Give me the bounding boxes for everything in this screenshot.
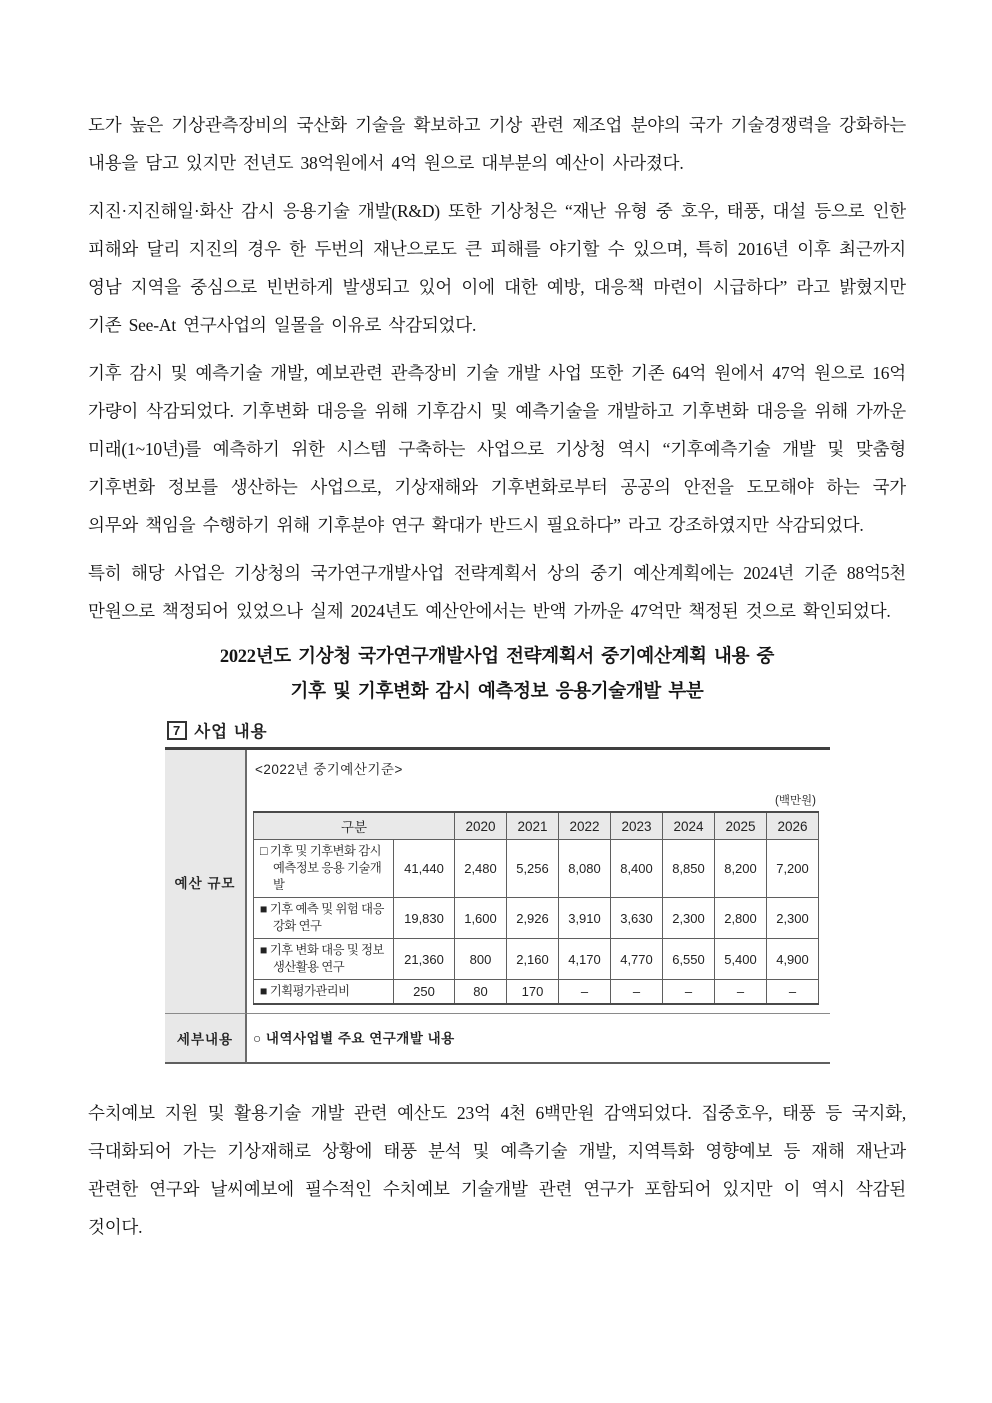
value-cell: 2,480 bbox=[455, 840, 507, 898]
figure-heading-line2: 기후 및 기후변화 감시 예측정보 응용기술개발 부분 bbox=[290, 682, 704, 702]
paragraph-1: 도가 높은 기상관측장비의 국산화 기술을 확보하고 기상 관련 제조업 분야의 국가 기술경쟁력을 강화하는 내용을 담고 있지만 전년도 38억원에서 4억 원으로 대부분의 예산이 사라졌다. bbox=[88, 115, 906, 173]
value-cell: 3,630 bbox=[611, 898, 663, 939]
table-row-program bbox=[254, 840, 819, 898]
detail-note: ○ 내역사업별 주요 연구개발 내용 bbox=[253, 1031, 455, 1046]
paragraph-3: 기후 감시 및 예측기술 개발, 예보관련 관측장비 기술 개발 사업 또한 기존 64억 원에서 47억 원으로 16억 가량이 삭감되었다. 기후변화 대응을 위해 기후감시 및 예측기술을 개발하고 기후변화 대응을 위해 가까운 미래(1~10년)를 예측하기 위한 시스템 구축하는 사업으로 기상청 역시 “기후예측기술 개발 및 맞춤형 기후변화 정보를 생산하는 사업으로, 기상재해와 기후변화로부터 공공의 안전을 도모해야 하는 국가 의무와 책임을 수행하기 위해 기후분야 연구 확대가 반드시 필요하다” 라고 강조하였지만 삭감되었다. bbox=[88, 363, 906, 535]
row-label: ■ 기후 변화 대응 및 정보 생산활용 연구 bbox=[254, 939, 394, 980]
budget-main-cell bbox=[247, 750, 830, 1014]
table-row-sub1 bbox=[254, 898, 819, 939]
table-row-sub2 bbox=[254, 939, 819, 980]
value-cell: 7,200 bbox=[767, 840, 819, 898]
section-number-box: 7 bbox=[167, 721, 187, 740]
col-header-year-2020: 2020 bbox=[455, 812, 507, 840]
col-header-year-2024: 2024 bbox=[663, 812, 715, 840]
col-header-year-2022: 2022 bbox=[559, 812, 611, 840]
value-cell: – bbox=[715, 980, 767, 1005]
value-cell: 2,300 bbox=[767, 898, 819, 939]
figure-grid bbox=[165, 750, 830, 1064]
budget-table bbox=[253, 811, 819, 1005]
row-label: ■ 기획평가관리비 bbox=[254, 980, 394, 1005]
table-caption: <2022년 중기예산기준> bbox=[255, 762, 403, 777]
value-cell: 2,160 bbox=[507, 939, 559, 980]
value-cell: – bbox=[559, 980, 611, 1005]
total-cell: 250 bbox=[394, 980, 455, 1005]
closing-paragraph: 수치예보 지원 및 활용기술 개발 관련 예산도 23억 4천 6백만원 감액되었다. 집중호우, 태풍 등 국지화, 극대화되어 가는 기상재해로 상황에 태풍 분석 및 예측기술 개발, 지역특화 영향예보 등 재해 재난과 관련한 연구와 날씨예보에 필수적인 수치예보 기술개발 관련 연구가 포함되어 있지만 이 역시 삭감된 것이다. bbox=[88, 1103, 906, 1237]
table-row-sub3 bbox=[254, 980, 819, 1005]
paragraph-4: 특히 해당 사업은 기상청의 국가연구개발사업 전략계획서 상의 중기 예산계획에는 2024년 기준 88억5천 만원으로 책정되어 있었으나 실제 2024년도 예산안에서는 반액 가까운 47억만 책정된 것으로 확인되었다. bbox=[88, 563, 906, 621]
value-cell: 8,080 bbox=[559, 840, 611, 898]
col-header-year-2021: 2021 bbox=[507, 812, 559, 840]
value-cell: 80 bbox=[455, 980, 507, 1005]
col-header-year-2025: 2025 bbox=[715, 812, 767, 840]
detail-main-cell bbox=[247, 1014, 830, 1064]
header-row bbox=[254, 812, 819, 840]
value-cell: – bbox=[767, 980, 819, 1005]
budget-table-figure bbox=[165, 718, 830, 1064]
total-cell: 21,360 bbox=[394, 939, 455, 980]
value-cell: 6,550 bbox=[663, 939, 715, 980]
side-label-detail-text: 세부내용 bbox=[176, 1032, 234, 1047]
value-cell: 170 bbox=[507, 980, 559, 1005]
value-cell: – bbox=[663, 980, 715, 1005]
total-cell: 41,440 bbox=[394, 840, 455, 898]
value-cell: 8,400 bbox=[611, 840, 663, 898]
figure-section-title bbox=[165, 718, 830, 747]
section-title-text: 사업 내용 bbox=[194, 723, 268, 741]
value-cell: 800 bbox=[455, 939, 507, 980]
figure-heading-line1: 2022년도 기상청 국가연구개발사업 전략계획서 중기예산계획 내용 중 bbox=[219, 647, 775, 667]
value-cell: 8,200 bbox=[715, 840, 767, 898]
value-cell: 2,800 bbox=[715, 898, 767, 939]
document-content bbox=[88, 106, 906, 1256]
row-label: ■ 기후 예측 및 위험 대응 강화 연구 bbox=[254, 898, 394, 939]
col-header-year-2026: 2026 bbox=[767, 812, 819, 840]
value-cell: 1,600 bbox=[455, 898, 507, 939]
value-cell: 3,910 bbox=[559, 898, 611, 939]
value-cell: 5,400 bbox=[715, 939, 767, 980]
total-cell: 19,830 bbox=[394, 898, 455, 939]
col-header-category: 구분 bbox=[254, 812, 455, 840]
row-label: □ 기후 및 기후변화 감시예측정보 응용 기술개발 bbox=[254, 840, 394, 898]
side-label-budget: 예산 규모 bbox=[165, 750, 247, 1014]
value-cell: 2,300 bbox=[663, 898, 715, 939]
value-cell: 4,900 bbox=[767, 939, 819, 980]
value-cell: 2,926 bbox=[507, 898, 559, 939]
figure-heading bbox=[88, 640, 906, 710]
value-cell: 8,850 bbox=[663, 840, 715, 898]
value-cell: 5,256 bbox=[507, 840, 559, 898]
value-cell: – bbox=[611, 980, 663, 1005]
side-label-detail bbox=[165, 1014, 247, 1064]
value-cell: 4,770 bbox=[611, 939, 663, 980]
unit-label: (백만원) bbox=[775, 795, 816, 807]
col-header-year-2023: 2023 bbox=[611, 812, 663, 840]
paragraph-2: 지진·지진해일·화산 감시 응용기술 개발(R&D) 또한 기상청은 “재난 유형 중 호우, 태풍, 대설 등으로 인한 피해와 달리 지진의 경우 한 두번의 재난으로도 큰 피해를 야기할 수 있으며, 특히 2016년 이후 최근까지 영남 지역을 중심으로 빈번하게 발생되고 있어 이에 대한 예방, 대응책 마련이 시급하다” 라고 밝혔지만 기존 See-At 연구사업의 일몰을 이유로 삭감되었다. bbox=[88, 201, 907, 335]
value-cell: 4,170 bbox=[559, 939, 611, 980]
